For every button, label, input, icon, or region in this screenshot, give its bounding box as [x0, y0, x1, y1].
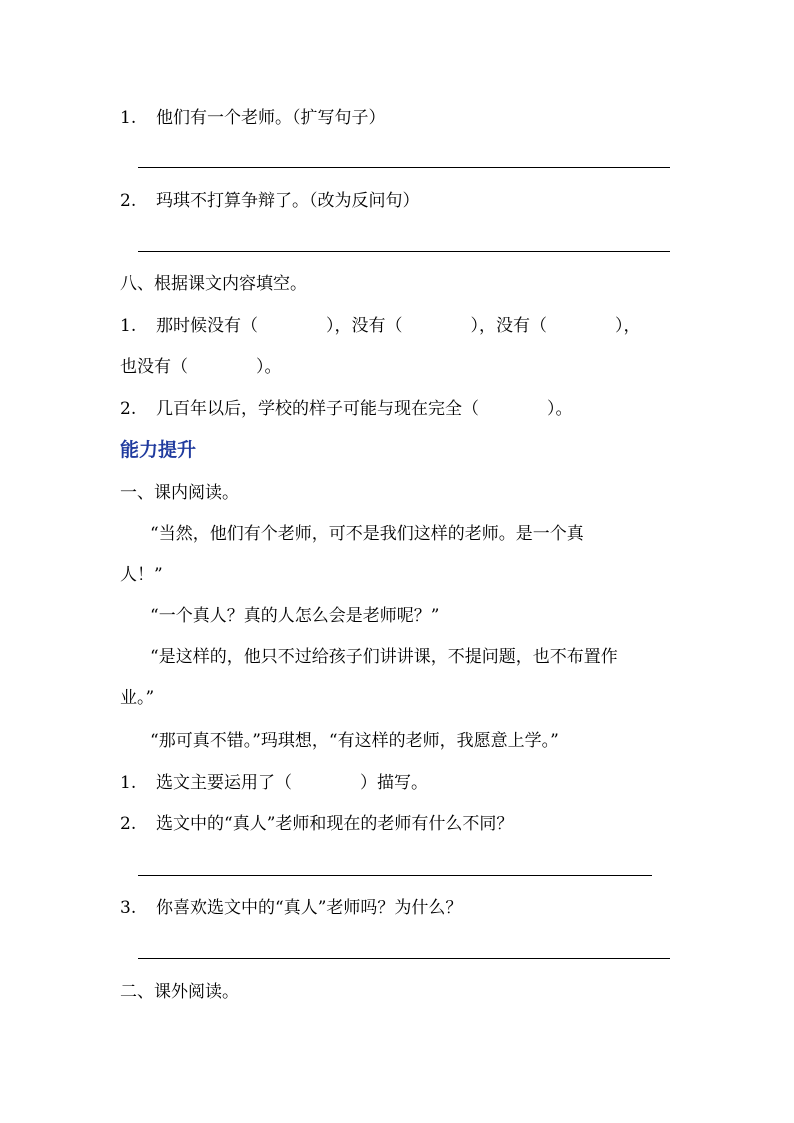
item-text: 选文主要运用了（ ）描写。 — [156, 773, 428, 793]
item-number: 3. — [120, 898, 137, 918]
answer-line[interactable] — [138, 958, 670, 959]
reading2-title: 二、课外阅读。 — [120, 982, 239, 1002]
q7-item1 — [120, 106, 386, 130]
item-number: 2. — [120, 191, 137, 211]
reading1-q1 — [120, 771, 428, 795]
item-number: 1. — [120, 773, 137, 793]
section-heading: 能力提升 — [120, 439, 197, 461]
answer-line[interactable] — [138, 167, 670, 168]
item-text: 你喜欢选文中的“真人”老师吗？为什么？ — [156, 898, 463, 918]
item-number: 1. — [120, 316, 137, 336]
passage-paragraph: “是这样的，他只不过给孩子们讲讲课，不提问题，也不布置作 — [150, 647, 618, 667]
passage-paragraph: “当然，他们有个老师，可不是我们这样的老师。是一个真 — [150, 524, 584, 544]
answer-line[interactable] — [138, 875, 652, 876]
passage-paragraph-cont: 业。” — [120, 688, 155, 708]
item-text: 那时候没有（ ），没有（ ），没有（ ）， — [156, 316, 641, 336]
item-text: 玛琪不打算争辩了。（改为反问句） — [156, 191, 420, 211]
reading1-q2 — [120, 812, 513, 836]
item-number: 1. — [120, 108, 137, 128]
q8-title: 八、根据课文内容填空。 — [120, 274, 307, 294]
q7-item2 — [120, 189, 420, 213]
reading1-q3 — [120, 896, 462, 920]
q8-item2 — [120, 397, 573, 421]
q8-item1-line2: 也没有（ ）。 — [120, 357, 282, 377]
reading1-title: 一、课内阅读。 — [120, 483, 239, 503]
item-text: 他们有一个老师。（扩写句子） — [156, 108, 386, 128]
item-number: 2. — [120, 814, 137, 834]
item-text: 几百年以后，学校的样子可能与现在完全（ ）。 — [156, 399, 573, 419]
q8-item1-line1 — [120, 314, 641, 338]
passage-paragraph: “那可真不错。”玛琪想，“有这样的老师，我愿意上学。” — [150, 731, 559, 751]
answer-line[interactable] — [138, 251, 670, 252]
passage-paragraph-cont: 人！” — [120, 565, 163, 585]
item-number: 2. — [120, 399, 137, 419]
passage-paragraph: “一个真人？真的人怎么会是老师呢？” — [150, 606, 440, 626]
item-text: 选文中的“真人”老师和现在的老师有什么不同？ — [156, 814, 514, 834]
